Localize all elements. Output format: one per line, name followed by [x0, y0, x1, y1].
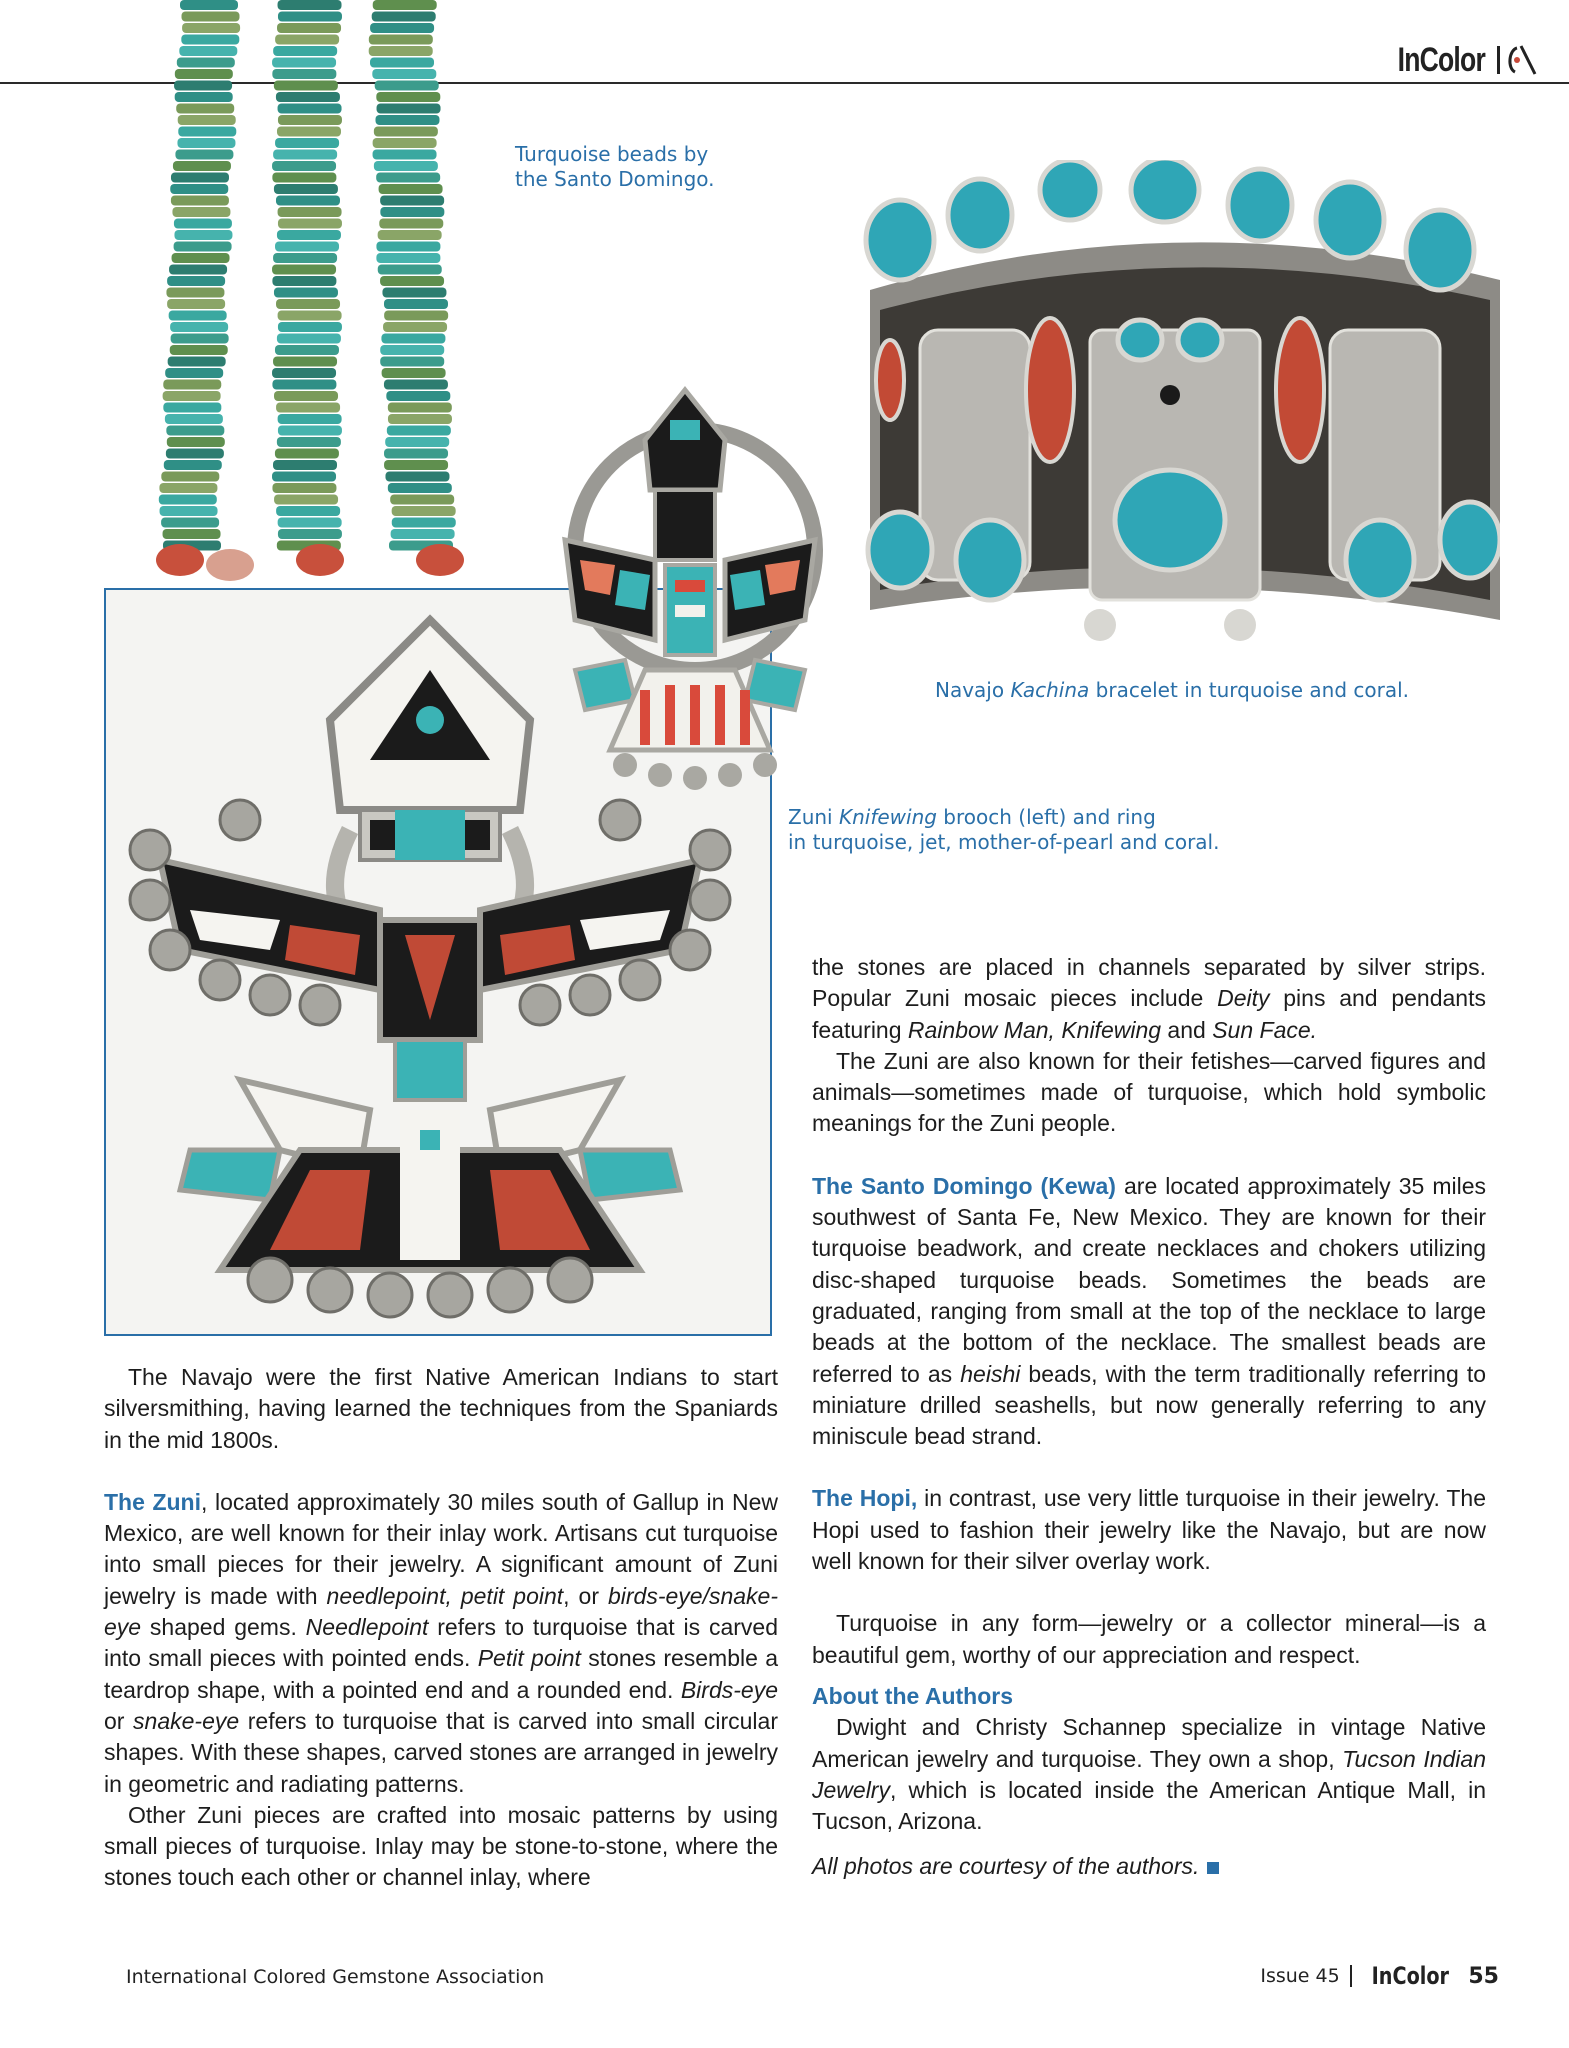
bead [177, 58, 235, 68]
bead [276, 196, 340, 206]
bead [171, 173, 229, 183]
body-text: stones resemble a teardrop shape, with a pointed end and a rounded end. [104, 1645, 779, 1703]
masthead [1373, 40, 1539, 80]
footer-organization: International Colored Gemstone Association [126, 1966, 545, 1988]
bead [273, 460, 337, 470]
bead [275, 345, 339, 355]
bead [376, 92, 440, 102]
bead [374, 161, 438, 171]
bead [278, 0, 342, 10]
zuni-paragraph [104, 1487, 778, 1800]
footer-divider [1350, 1965, 1352, 1987]
bead [374, 127, 438, 137]
photo-credit [812, 1851, 1486, 1882]
bead [278, 414, 342, 424]
emphasis-text: Tucson Indian Jewelry [812, 1745, 1486, 1803]
bead [387, 426, 451, 436]
bead [274, 184, 338, 194]
bead [272, 368, 336, 378]
bead [380, 345, 444, 355]
bead [275, 449, 339, 459]
bead [174, 219, 232, 229]
bead [276, 506, 340, 516]
bead [272, 483, 336, 493]
bead [174, 242, 232, 252]
bead [385, 472, 449, 482]
hopi-heading: The Hopi, [812, 1485, 918, 1512]
bead [380, 207, 444, 217]
bead [275, 35, 339, 45]
photo-credit-text: All photos are courtesy of the authors. [812, 1853, 1200, 1880]
bead [275, 242, 339, 252]
bead [273, 253, 337, 263]
bead [167, 299, 225, 309]
body-text: in contrast, use very little turquoise in their jewelry. The Hopi used to fashion their jewelry like the Navajo, but are now well known for their silver overlay work. [812, 1485, 1486, 1575]
brooch-caption-line2: in turquoise, jet, mother-of-pearl and coral. [788, 830, 1220, 854]
bead [175, 69, 233, 79]
body-text: are located approximately 35 miles southwest of Santa Fe, New Mexico. They are known for their turquoise beadwork, and create necklaces and chokers utilizing disc-shaped turquoise beads. Sometimes the beads are graduated, ranging from small at the top of the necklace to large beads at the bottom of the necklace. The smallest beads are referred to as [812, 1172, 1486, 1387]
knifewing-ring-photo [545, 380, 835, 800]
bead [278, 12, 342, 22]
body-text: , or [563, 1582, 608, 1609]
bead [373, 150, 437, 160]
body-text: refers to turquoise that is carved into small circular shapes. With these shapes, carved stones are arranged in jewelry in geometric and radiating patterns. [104, 1707, 778, 1797]
turquoise-beads-photo [140, 0, 560, 585]
bead [180, 0, 238, 10]
bracelet-caption [935, 678, 1409, 703]
bead [391, 529, 455, 539]
bead [276, 92, 340, 102]
bead [278, 207, 342, 217]
bead [276, 403, 340, 413]
bead [278, 518, 342, 528]
bead [165, 414, 223, 424]
bead [170, 322, 228, 332]
bead [278, 311, 342, 321]
bead [272, 173, 336, 183]
bead [166, 426, 224, 436]
bracelet-caption-text: bracelet in turquoise and coral. [1089, 678, 1410, 702]
emphasis-text: needlepoint, petit point [326, 1582, 564, 1609]
bead [273, 150, 337, 160]
bead [168, 357, 226, 367]
body-text: or [104, 1707, 134, 1734]
bead [277, 437, 341, 447]
footer-brand: InColor [1371, 1962, 1449, 1990]
bead [177, 138, 235, 148]
coral-bead [206, 549, 254, 581]
bead [171, 196, 229, 206]
bead [278, 426, 342, 436]
bead [380, 276, 444, 286]
bead [163, 391, 221, 401]
right-article-column [812, 952, 1486, 1883]
bead [272, 265, 336, 275]
bead [376, 173, 440, 183]
bead [169, 265, 227, 275]
beads-caption-line: the Santo Domingo. [515, 167, 715, 191]
body-text: pins and pendants featuring [812, 985, 1486, 1043]
bead [274, 288, 338, 298]
authors-paragraph [812, 1712, 1486, 1837]
bead [383, 322, 447, 332]
bead [272, 161, 336, 171]
coral-bead [416, 544, 464, 576]
bead [378, 265, 442, 275]
bead [278, 219, 342, 229]
bead [176, 104, 234, 114]
bead [172, 207, 230, 217]
beads-caption [515, 142, 715, 192]
bead [277, 230, 341, 240]
navajo-paragraph: The Navajo were the first Native American Indians to start silversmithing, having learned the techniques from the Spaniards in the mid 1800s. [104, 1364, 778, 1453]
bead [175, 92, 233, 102]
brooch-caption-text: brooch (left) and ring [936, 805, 1156, 829]
body-text: , which is located inside the American Antique Mall, in Tucson, Arizona. [812, 1776, 1486, 1835]
bead [165, 368, 223, 378]
santo-domingo-paragraph [812, 1171, 1486, 1453]
end-mark-icon [1207, 1862, 1219, 1874]
page-number: 55 [1468, 1963, 1499, 1989]
bead [376, 242, 440, 252]
bead [373, 138, 437, 148]
emphasis-text: Rainbow Man, Knifewing [907, 1016, 1162, 1043]
footer-folio [1260, 1962, 1499, 1990]
bead [169, 311, 227, 321]
emphasis-text: snake-eye [133, 1707, 240, 1734]
bead [377, 104, 441, 114]
bead [382, 368, 446, 378]
channel-paragraph [812, 952, 1486, 1046]
bead [278, 529, 342, 539]
brooch-caption-text: Zuni [788, 805, 839, 829]
bead [178, 127, 236, 137]
bracelet-caption-text: Navajo [935, 678, 1011, 702]
mosaic-paragraph: Other Zuni pieces are crafted into mosaic patterns by using small pieces of turquoise. Inlay may be stone-to-stone, where the stones touch each other or channel inlay, where [104, 1801, 778, 1891]
bead [278, 322, 342, 332]
kachina-bracelet-photo [860, 160, 1500, 680]
bead [379, 219, 443, 229]
bead [378, 230, 442, 240]
bead [388, 414, 452, 424]
bead [160, 506, 218, 516]
bead [161, 472, 219, 482]
brand-name: InColor [1397, 40, 1485, 79]
bead [161, 518, 219, 528]
bead [278, 115, 342, 125]
coral-bead [296, 544, 344, 576]
hopi-paragraph [812, 1483, 1486, 1577]
bead [384, 299, 448, 309]
emphasis-text: Deity [1217, 985, 1270, 1012]
ica-logo-icon [1495, 40, 1539, 80]
bead [277, 127, 341, 137]
bead [181, 35, 239, 45]
bead [375, 115, 439, 125]
bead [386, 391, 450, 401]
bead [178, 115, 236, 125]
bead [175, 150, 233, 160]
bead [163, 529, 221, 539]
bead [274, 495, 338, 505]
body-text: the stones are placed in channels separated by silver strips. Popular Zuni mosaic pieces include [812, 954, 1486, 1012]
bead [167, 276, 225, 286]
emphasis-text: birds-eye/snake-eye [104, 1582, 778, 1641]
body-text: refers to turquoise that is carved into small pieces with pointed ends. [104, 1614, 778, 1672]
fetish-paragraph: The Zuni are also known for their fetishes—carved figures and animals—sometimes made of turquoise, which hold symbolic meanings for the Zuni people. [812, 1047, 1486, 1137]
about-authors-heading: About the Authors [812, 1682, 1014, 1709]
bead [381, 334, 445, 344]
bead [272, 58, 336, 68]
bead [170, 345, 228, 355]
bead [384, 460, 448, 470]
bead [167, 437, 225, 447]
bead [164, 460, 222, 470]
bead [166, 288, 224, 298]
beads-caption-line: Turquoise beads by [515, 142, 709, 166]
santo-domingo-heading: The Santo Domingo (Kewa) [812, 1172, 1116, 1199]
emphasis-text: Sun Face. [1212, 1016, 1318, 1043]
bead [392, 518, 456, 528]
bead [182, 23, 240, 33]
bead [276, 299, 340, 309]
body-text: Dwight and Christy Schannep specialize in vintage Native American jewelry and turquoise. They own a shop, [812, 1714, 1486, 1772]
left-article-column [104, 1362, 778, 1894]
brooch-caption [788, 805, 1219, 855]
issue-number: Issue 45 [1260, 1965, 1340, 1987]
bead [159, 483, 217, 493]
bead [172, 253, 230, 263]
bead [369, 35, 433, 45]
bead [373, 0, 437, 10]
closing-paragraph: Turquoise in any form—jewelry or a collector mineral—is a beautiful gem, worthy of our appreciation and respect. [812, 1610, 1486, 1668]
bead [384, 380, 448, 390]
bead [159, 495, 217, 505]
bead [380, 357, 444, 367]
bead [385, 437, 449, 447]
bead [163, 380, 221, 390]
bead [382, 288, 446, 298]
bead [171, 334, 229, 344]
bead [379, 184, 443, 194]
bead [278, 104, 342, 114]
bead [274, 391, 338, 401]
bead [274, 81, 338, 91]
bead [182, 12, 240, 22]
body-text: , located approximately 30 miles south of Gallup in New Mexico, are well known for their inlay work. Artisans cut turquoise into small pieces for their jewelry. A significant amount of Zuni jewelry is made with [104, 1488, 779, 1609]
bead [388, 483, 452, 493]
bead [376, 253, 440, 263]
emphasis-text: Birds-eye [680, 1676, 778, 1703]
bead [173, 161, 231, 171]
bracelet-caption-emphasis: Kachina [1010, 678, 1090, 702]
coral-bead [156, 544, 204, 576]
body-text: shaped gems. [141, 1614, 306, 1641]
bead [390, 495, 454, 505]
bead [163, 403, 221, 413]
bead [179, 46, 237, 56]
bead [388, 403, 452, 413]
bead [375, 81, 439, 91]
bead [273, 46, 337, 56]
bead [370, 58, 434, 68]
bead [392, 506, 456, 516]
bead [273, 357, 337, 367]
bead [277, 23, 341, 33]
bead [275, 138, 339, 148]
bead [170, 184, 228, 194]
bead [384, 311, 448, 321]
zuni-heading: The Zuni [104, 1488, 202, 1515]
body-text: beads, with the term traditionally referring to miniature drilled seashells, but now generally referring to any miniscule bead strand. [812, 1360, 1486, 1450]
bead [272, 380, 336, 390]
bead [272, 276, 336, 286]
bead [174, 230, 232, 240]
bead [384, 449, 448, 459]
bead [369, 46, 433, 56]
bead [277, 334, 341, 344]
brooch-caption-emphasis: Knifewing [838, 805, 937, 829]
body-text: and [1161, 1016, 1213, 1043]
bead [272, 69, 336, 79]
bead [166, 449, 224, 459]
emphasis-text: Petit point [477, 1645, 581, 1672]
bead [272, 472, 336, 482]
bead [372, 12, 436, 22]
bead [380, 196, 444, 206]
bead [372, 69, 436, 79]
emphasis-text: heishi [960, 1360, 1021, 1387]
emphasis-text: Needlepoint [305, 1614, 429, 1641]
bead [370, 23, 434, 33]
bead [174, 81, 232, 91]
